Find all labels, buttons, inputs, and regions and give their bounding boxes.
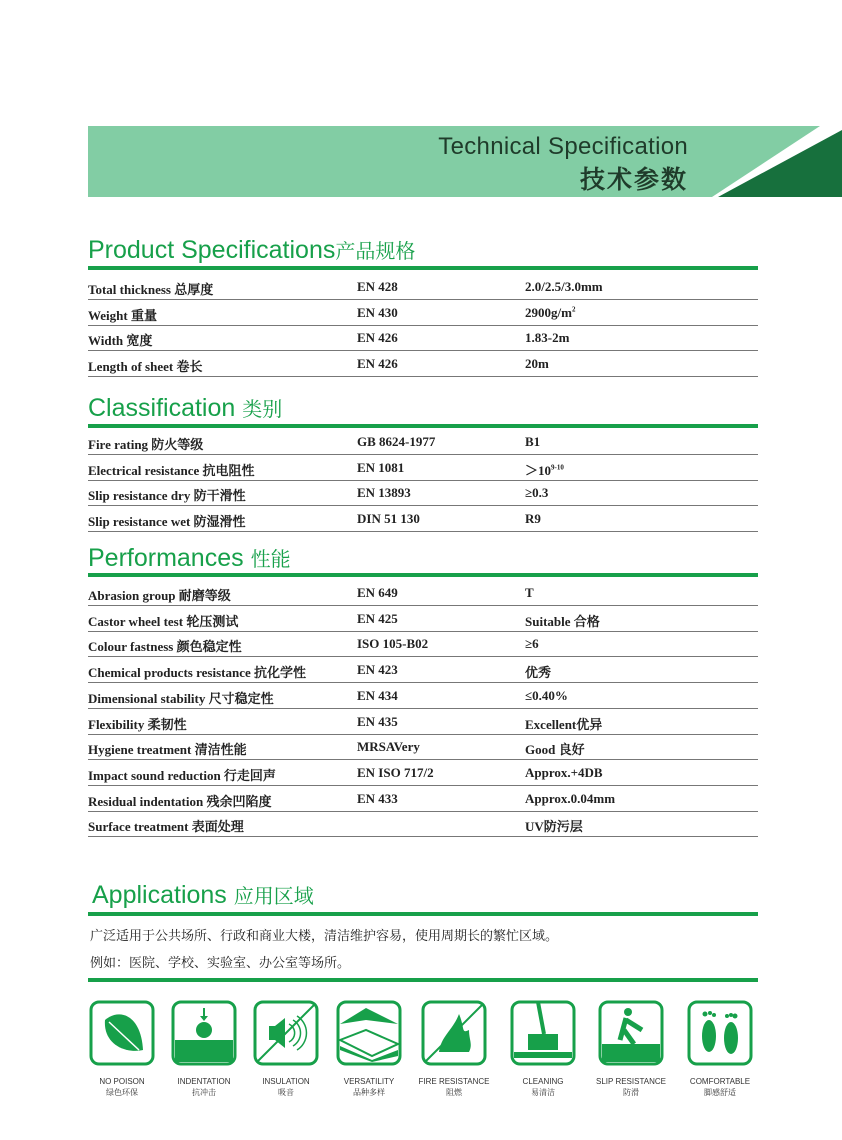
spec-name: Length of sheet 卷长 <box>88 359 203 375</box>
feature-label <box>409 1076 499 1098</box>
feature-label <box>498 1076 588 1098</box>
feature-label-en: CLEANING <box>522 1077 564 1086</box>
spec-value: 优秀 <box>525 665 552 681</box>
table-row <box>88 760 758 786</box>
performances-title: Performances 性能 <box>88 544 291 572</box>
spec-name: Flexibility 柔韧性 <box>88 716 187 732</box>
slip-icon <box>598 1000 664 1066</box>
spec-standard: EN 435 <box>357 713 398 729</box>
feature-label <box>675 1076 765 1098</box>
spec-value: B1 <box>525 434 541 449</box>
spec-standard: EN 426 <box>357 356 398 372</box>
leaf-icon <box>89 1000 155 1066</box>
spec-name: Residual indentation 残余凹陷度 <box>88 793 272 809</box>
table-row <box>88 455 758 481</box>
spec-name: Abrasion group 耐磨等级 <box>88 588 231 603</box>
divider <box>88 912 758 916</box>
spec-name: Chemical products resistance 抗化学性 <box>88 665 306 681</box>
feature-label-cn: 易清洁 <box>531 1088 555 1097</box>
table-row <box>88 351 758 377</box>
spec-name: Castor wheel test 轮压测试 <box>88 613 239 629</box>
spec-standard: EN 425 <box>357 610 398 626</box>
table-row <box>88 631 758 657</box>
feature-label-cn: 阻燃 <box>446 1088 462 1097</box>
table-row <box>88 429 758 455</box>
feature-label-cn: 品种多样 <box>353 1088 385 1097</box>
table-row <box>88 734 758 760</box>
spec-standard: EN ISO 717/2 <box>357 764 434 780</box>
spec-value: $>10^{9-10}$ <box>525 462 564 478</box>
spec-standard: EN 428 <box>357 279 398 294</box>
spec-value: ≤0.40% <box>525 687 568 703</box>
table-row <box>88 709 758 735</box>
header-title-en: Technical Specification <box>438 133 688 160</box>
feature-label-en: FIRE RESISTANCE <box>418 1077 490 1086</box>
spec-value: Good 良好 <box>525 742 585 758</box>
feature-label-en: INSULATION <box>262 1077 310 1086</box>
spec-name: Width 宽度 <box>88 333 153 349</box>
spec-name: Electrical resistance 抗电阻性 <box>88 462 255 478</box>
feature-label-cn: 抗冲击 <box>192 1088 216 1097</box>
table-row <box>88 606 758 632</box>
table-row <box>88 325 758 351</box>
superscript: 9-10 <box>551 463 564 472</box>
feature-label <box>159 1076 249 1098</box>
spec-name: Slip resistance wet 防湿滑性 <box>88 514 246 530</box>
feature-label-cn: 防滑 <box>623 1088 639 1097</box>
spec-value: ≥0.3 <box>525 485 549 501</box>
table-row <box>88 657 758 683</box>
feature-label <box>241 1076 331 1098</box>
spec-standard: EN 433 <box>357 790 398 806</box>
applications-title: Applications 应用区域 <box>92 881 314 909</box>
spec-standard: EN 1081 <box>357 459 405 475</box>
spec-name: Surface treatment 表面处理 <box>88 819 244 835</box>
product-specs-title: Product Specifications产品规格 <box>88 236 416 264</box>
spec-name: Hygiene treatment 清洁性能 <box>88 742 247 758</box>
spec-name: Impact sound reduction 行走回声 <box>88 767 276 783</box>
spec-standard: EN 13893 <box>357 485 411 501</box>
spec-value: UV防污层 <box>525 819 583 835</box>
indentation-icon <box>171 1000 237 1066</box>
feet-icon <box>687 1000 753 1066</box>
table-row <box>88 683 758 709</box>
feature-label-cn: 脚感舒适 <box>704 1088 736 1097</box>
header-title-cn: 技术参数 <box>579 165 688 194</box>
table-row <box>88 811 758 837</box>
divider <box>88 573 758 577</box>
divider <box>88 978 758 982</box>
spec-standard: MRSAVery <box>357 739 420 755</box>
banner-corner-decoration <box>0 0 842 200</box>
fire-icon <box>421 1000 487 1066</box>
spec-name: Weight 重量 <box>88 307 157 323</box>
table-row <box>88 300 758 326</box>
superscript: 2 <box>571 305 576 314</box>
speaker-icon <box>253 1000 319 1066</box>
broom-icon <box>510 1000 576 1066</box>
feature-label <box>324 1076 414 1098</box>
feature-label <box>77 1076 167 1098</box>
spec-name: Total thickness 总厚度 <box>88 282 214 297</box>
feature-label-en: VERSATILITY <box>343 1077 395 1086</box>
spec-standard: EN 426 <box>357 330 398 346</box>
layers-icon <box>336 1000 402 1066</box>
spec-value: Suitable 合格 <box>525 613 600 629</box>
spec-value: 2.0/2.5/3.0mm <box>525 279 603 294</box>
table-row <box>88 506 758 532</box>
applications-text: 广泛适用于公共场所、行政和商业大楼，清洁维护容易，使用周期长的繁忙区域。 <box>90 929 559 944</box>
spec-standard: GB 8624-1977 <box>357 434 436 449</box>
spec-standard: EN 649 <box>357 585 398 600</box>
applications-examples: 例如：医院、学校、实验室、办公室等场所。 <box>90 956 351 971</box>
spec-name: Slip resistance dry 防干滑性 <box>88 488 246 504</box>
feature-label-cn: 绿色环保 <box>106 1088 138 1097</box>
spec-standard: ISO 105-B02 <box>357 636 429 652</box>
spec-value: Approx.+4DB <box>525 764 603 780</box>
divider <box>88 266 758 270</box>
spec-name: Colour fastness 颜色稳定性 <box>88 639 242 655</box>
feature-label-en: COMFORTABLE <box>689 1077 751 1086</box>
spec-name: Dimensional stability 尺寸稳定性 <box>88 690 274 706</box>
spec-value: 1.83-2m <box>525 330 570 346</box>
spec-name: Fire rating 防火等级 <box>88 437 204 452</box>
table-row <box>88 786 758 812</box>
feature-label-cn: 吸音 <box>278 1088 294 1097</box>
spec-value: T <box>525 585 534 600</box>
spec-standard: EN 430 <box>357 304 398 320</box>
spec-value: R9 <box>525 511 541 527</box>
table-row <box>88 480 758 506</box>
spec-value: ≥6 <box>525 636 539 652</box>
spec-value: Excellent优异 <box>525 716 603 732</box>
spec-value: $2900g/m^2$ <box>525 304 576 320</box>
spec-value: Approx.0.04mm <box>525 790 616 806</box>
feature-label-en: NO POISON <box>99 1077 145 1086</box>
table-row <box>88 580 758 606</box>
spec-standard: EN 434 <box>357 687 398 703</box>
spec-value: 20m <box>525 356 549 372</box>
table-row <box>88 274 758 300</box>
spec-standard: DIN 51 130 <box>357 511 420 527</box>
feature-label-en: SLIP RESISTANCE <box>596 1077 666 1086</box>
feature-label <box>586 1076 676 1098</box>
divider <box>88 424 758 428</box>
classification-title: Classification 类别 <box>88 394 283 422</box>
feature-label-en: INDENTATION <box>177 1077 231 1086</box>
spec-standard: EN 423 <box>357 662 398 678</box>
